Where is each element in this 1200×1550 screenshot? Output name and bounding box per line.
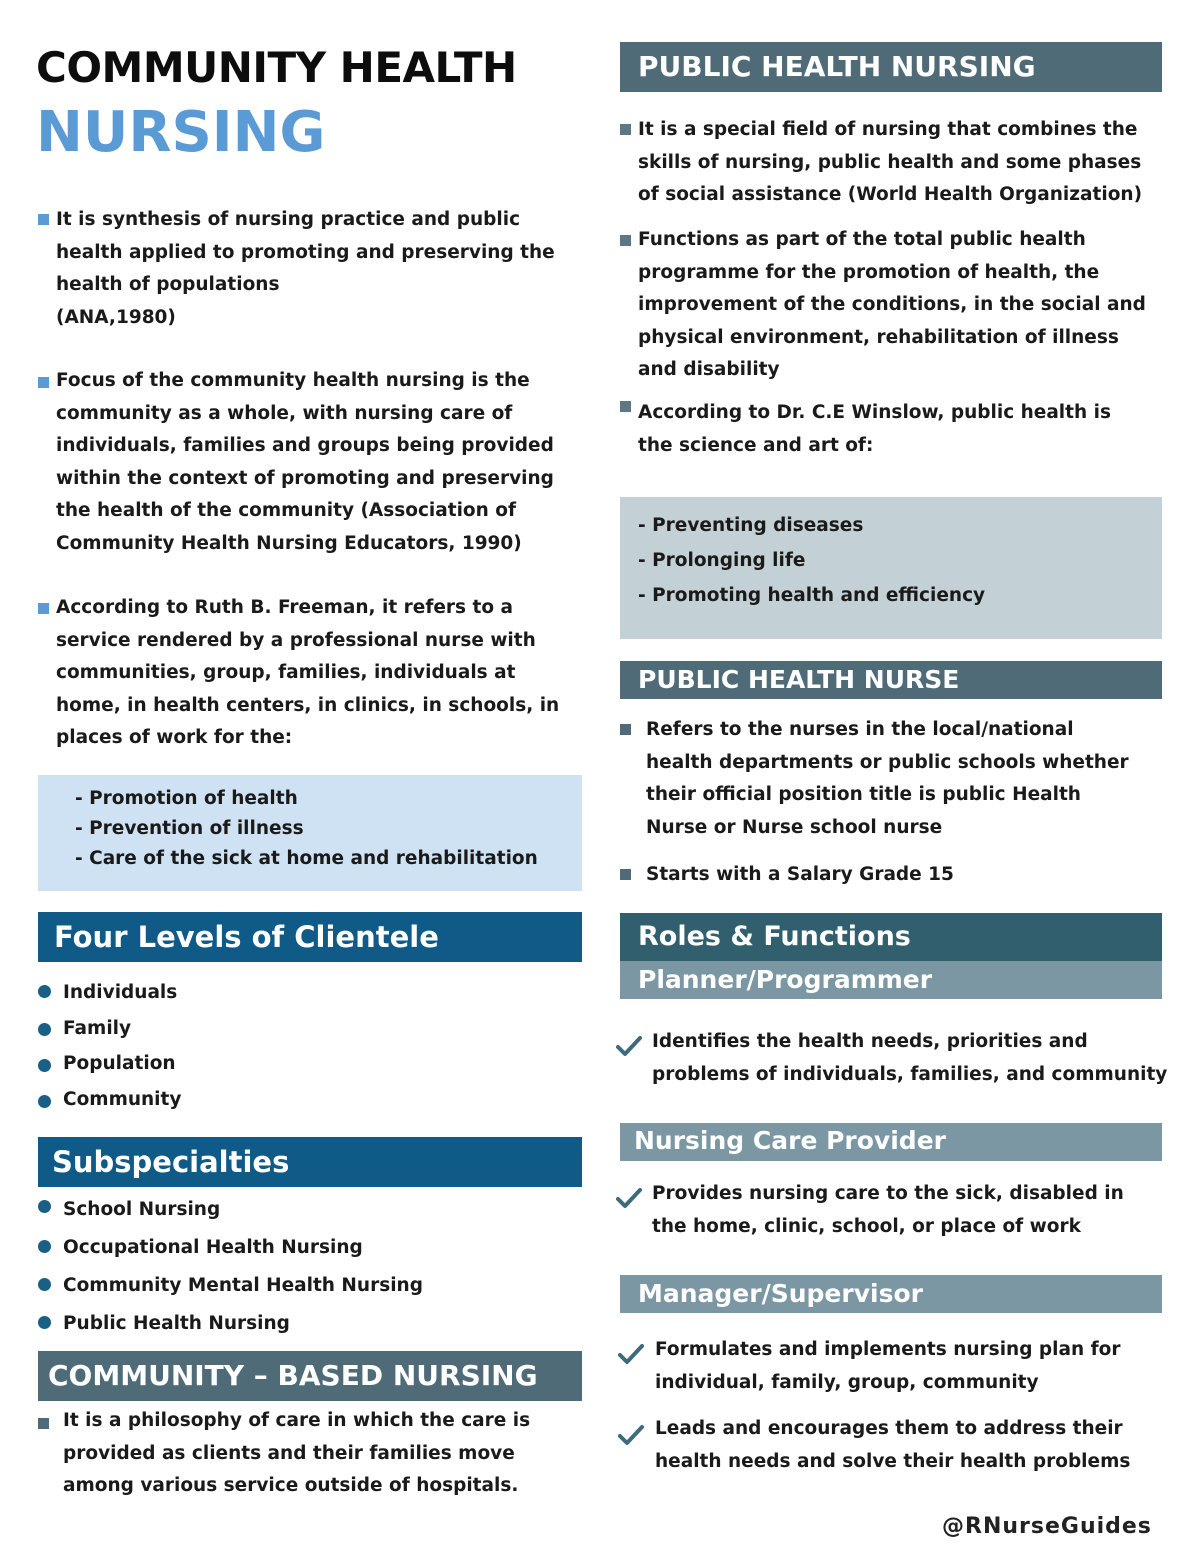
role-title-planner: Planner/Programmer	[620, 961, 1162, 999]
round-bullet-icon	[38, 1200, 51, 1213]
list-item: - Preventing diseases	[638, 515, 864, 536]
round-bullet-icon	[38, 1095, 51, 1108]
square-bullet-icon	[620, 724, 631, 735]
subspecialties-heading: Subspecialties	[38, 1137, 582, 1187]
square-bullet-icon	[38, 377, 49, 388]
round-bullet-icon	[38, 985, 51, 998]
checkmark-icon	[616, 1035, 642, 1057]
clientele-item: Community	[63, 1089, 182, 1110]
clientele-heading: Four Levels of Clientele	[38, 912, 582, 962]
list-item: - Care of the sick at home and rehabilitation	[75, 848, 538, 869]
page-subtitle: NURSING	[36, 100, 326, 165]
round-bullet-icon	[38, 1240, 51, 1253]
round-bullet-icon	[38, 1278, 51, 1291]
role-description: Identifies the health needs, priorities and problems of individuals, families, and community	[652, 1031, 1168, 1085]
round-bullet-icon	[38, 1023, 51, 1036]
nurse-heading: PUBLIC HEALTH NURSE	[620, 661, 1162, 699]
author-handle: @RNurseGuides	[942, 1514, 1152, 1539]
cbn-paragraph: It is a philosophy of care in which the care is provided as clients and their families move among various service outside of hospitals.	[63, 1410, 531, 1496]
checkmark-icon	[618, 1424, 644, 1446]
role-title-manager: Manager/Supervisor	[620, 1275, 1162, 1313]
square-bullet-icon	[620, 124, 631, 135]
cbn-heading: COMMUNITY – BASED NURSING	[38, 1351, 582, 1401]
winslow-list-box	[620, 497, 1162, 639]
square-bullet-icon	[38, 214, 49, 225]
nurse-paragraph-1: Refers to the nurses in the local/national health departments or public schools whether their official position title is public Health Nurse or Nurse school nurse	[646, 719, 1129, 838]
square-bullet-icon	[38, 603, 49, 614]
role-description: Leads and encourages them to address their health needs and solve their health problems	[655, 1418, 1131, 1472]
subspecialty-item: School Nursing	[63, 1199, 221, 1220]
page-title: COMMUNITY HEALTH	[36, 43, 517, 92]
role-description: Provides nursing care to the sick, disabled in the home, clinic, school, or place of work	[652, 1183, 1124, 1237]
roles-heading: Roles & Functions	[620, 913, 1162, 961]
list-item: - Prolonging life	[638, 550, 806, 571]
clientele-item: Family	[63, 1018, 132, 1039]
intro-paragraph-1: It is synthesis of nursing practice and public health applied to promoting and preserving the health of populations (ANA,1980)	[56, 209, 555, 328]
role-title-care-provider: Nursing Care Provider	[620, 1123, 1162, 1161]
checkmark-icon	[618, 1343, 644, 1365]
clientele-item: Population	[63, 1053, 176, 1074]
phn-paragraph-2: Functions as part of the total public health programme for the promotion of health, the improvement of the conditions, in the social and physical environment, rehabilitation of illness and disability	[638, 229, 1146, 380]
square-bullet-icon	[620, 401, 631, 412]
phn-paragraph-3: According to Dr. C.E Winslow, public health is the science and art of:	[638, 402, 1111, 456]
clientele-item: Individuals	[63, 982, 178, 1003]
list-item: - Promoting health and efficiency	[638, 585, 986, 606]
checkmark-icon	[616, 1187, 642, 1209]
subspecialty-item: Public Health Nursing	[63, 1313, 290, 1334]
freeman-list-box	[38, 775, 582, 891]
list-item: - Promotion of health	[75, 788, 298, 809]
square-bullet-icon	[38, 1418, 49, 1429]
subspecialty-item: Occupational Health Nursing	[63, 1237, 363, 1258]
subspecialty-item: Community Mental Health Nursing	[63, 1275, 423, 1296]
round-bullet-icon	[38, 1316, 51, 1329]
role-description: Formulates and implements nursing plan for individual, family, group, community	[655, 1339, 1121, 1393]
intro-paragraph-2: Focus of the community health nursing is the community as a whole, with nursing care of individuals, families and groups being provided within the context of promoting and preserving the health of the community (Association of Community Health Nursing Educators, 1990)	[56, 370, 554, 554]
list-item: - Prevention of illness	[75, 818, 304, 839]
square-bullet-icon	[620, 869, 631, 880]
square-bullet-icon	[620, 235, 631, 246]
phn-paragraph-1: It is a special field of nursing that combines the skills of nursing, public health and some phases of social assistance (World Health Organization)	[638, 119, 1143, 205]
intro-paragraph-3: According to Ruth B. Freeman, it refers to a service rendered by a professional nurse with communities, group, families, individuals at home, in health centers, in clinics, in schools, in places of work for the:	[56, 597, 560, 748]
round-bullet-icon	[38, 1059, 51, 1072]
nurse-paragraph-2: Starts with a Salary Grade 15	[646, 864, 954, 885]
phn-heading: PUBLIC HEALTH NURSING	[620, 42, 1162, 92]
